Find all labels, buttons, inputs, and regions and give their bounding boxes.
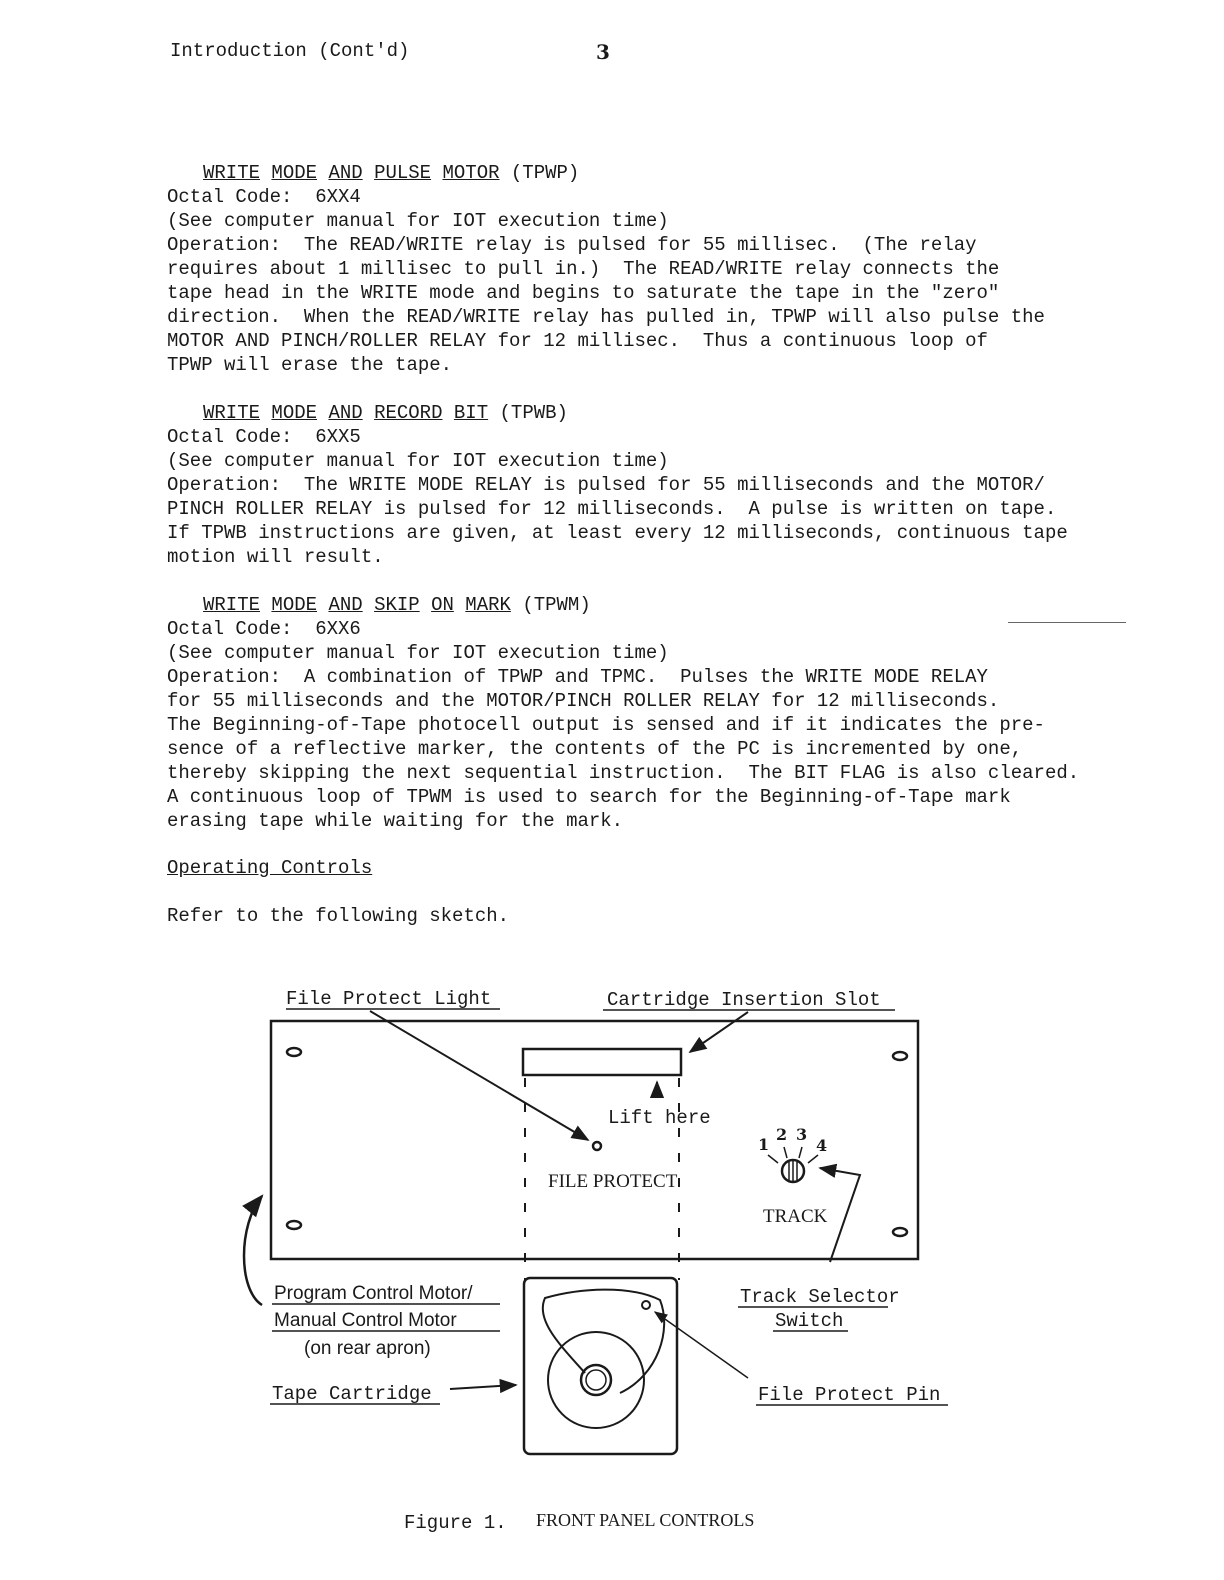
tape-path xyxy=(543,1290,664,1393)
body-line: thereby skipping the next sequential instruction. The BIT FLAG is also cleared. xyxy=(167,762,1080,784)
body-line: sence of a reflective marker, the contents of the PC is incremented by one, xyxy=(167,738,1023,760)
on-rear-apron-label: (on rear apron) xyxy=(304,1338,431,1359)
mounting-hole xyxy=(893,1052,907,1060)
section-title: WRITE MODE AND PULSE MOTOR (TPWP) xyxy=(203,162,580,184)
curved-arrow xyxy=(244,1196,262,1305)
manual-control-motor-label: Manual Control Motor xyxy=(274,1310,457,1331)
body-line: Operation: A combination of TPWP and TPMC. Pulses the WRITE MODE RELAY xyxy=(167,666,988,688)
body-line: (See computer manual for IOT execution time) xyxy=(167,210,669,232)
octal-code: Octal Code: 6XX5 xyxy=(167,426,361,448)
track-number: 4 xyxy=(816,1136,828,1155)
tick xyxy=(808,1155,818,1163)
body-line: TPWP will erase the tape. xyxy=(167,354,453,376)
mounting-hole xyxy=(287,1221,301,1229)
section-title: WRITE MODE AND SKIP ON MARK (TPWM) xyxy=(203,594,591,616)
file-protect-light-label: File Protect Light xyxy=(286,988,492,1010)
mounting-hole xyxy=(287,1048,301,1056)
leader-line xyxy=(690,1012,748,1052)
track-number: 2 xyxy=(776,1125,788,1144)
page-number: 3 xyxy=(596,40,610,64)
tape-cartridge-label: Tape Cartridge xyxy=(272,1383,432,1405)
cartridge-slot xyxy=(523,1049,681,1075)
cartridge-insertion-slot-label: Cartridge Insertion Slot xyxy=(607,989,881,1011)
section-title: WRITE MODE AND RECORD BIT (TPWB) xyxy=(203,402,568,424)
track-selector-label: Track Selector xyxy=(740,1286,900,1308)
body-line: Operation: The WRITE MODE RELAY is pulsed for 55 milliseconds and the MOTOR/ xyxy=(167,474,1045,496)
octal-code: Octal Code: 6XX4 xyxy=(167,186,361,208)
octal-code: Octal Code: 6XX6 xyxy=(167,618,361,640)
body-line: MOTOR AND PINCH/ROLLER RELAY for 12 millisec. Thus a continuous loop of xyxy=(167,330,988,352)
body-line: tape head in the WRITE mode and begins to saturate the tape in the "zero" xyxy=(167,282,1000,304)
running-header: Introduction (Cont'd) xyxy=(170,40,410,62)
file-protect-label: FILE PROTECT xyxy=(548,1171,678,1192)
figure-number: Figure 1. xyxy=(404,1512,507,1534)
body-line: PINCH ROLLER RELAY is pulsed for 12 milliseconds. A pulse is written on tape. xyxy=(167,498,1057,520)
tick xyxy=(799,1147,802,1158)
file-protect-pin-label: File Protect Pin xyxy=(758,1384,941,1406)
body-line: Operation: The READ/WRITE relay is pulsed for 55 millisec. (The relay xyxy=(167,234,977,256)
program-control-motor-label: Program Control Motor/ xyxy=(274,1283,473,1304)
track-number: 3 xyxy=(796,1125,808,1144)
body-line: direction. When the READ/WRITE relay has pulled in, TPWP will also pulse the xyxy=(167,306,1045,328)
switch-label: Switch xyxy=(775,1310,844,1332)
body-line: A continuous loop of TPWM is used to search for the Beginning-of-Tape mark xyxy=(167,786,1011,808)
operating-controls-heading: Operating Controls xyxy=(167,857,373,879)
tick xyxy=(768,1155,778,1163)
reel-hub-inner xyxy=(586,1370,606,1390)
leader-line xyxy=(655,1312,748,1378)
lift-here-label: Lift here xyxy=(608,1107,711,1129)
track-number: 1 xyxy=(758,1135,770,1154)
body-line: motion will result. xyxy=(167,546,384,568)
body-line: If TPWB instructions are given, at least every 12 milliseconds, continuous tape xyxy=(167,522,1068,544)
body-line: (See computer manual for IOT execution time) xyxy=(167,450,669,472)
body-line: for 55 milliseconds and the MOTOR/PINCH ROLLER RELAY for 12 milliseconds. xyxy=(167,690,1000,712)
tick xyxy=(784,1147,787,1158)
body-line: (See computer manual for IOT execution time) xyxy=(167,642,669,664)
figure-caption: FRONT PANEL CONTROLS xyxy=(536,1510,755,1530)
body-line: The Beginning-of-Tape photocell output is sensed and if it indicates the pre- xyxy=(167,714,1045,736)
track-label: TRACK xyxy=(763,1206,828,1227)
file-protect-light xyxy=(593,1142,601,1150)
leader-line xyxy=(450,1385,516,1389)
body-line: requires about 1 millisec to pull in.) The READ/WRITE relay connects the xyxy=(167,258,1000,280)
mounting-hole xyxy=(893,1228,907,1236)
file-protect-pin xyxy=(642,1301,650,1309)
refer-text: Refer to the following sketch. xyxy=(167,905,510,927)
body-line: erasing tape while waiting for the mark. xyxy=(167,810,624,832)
